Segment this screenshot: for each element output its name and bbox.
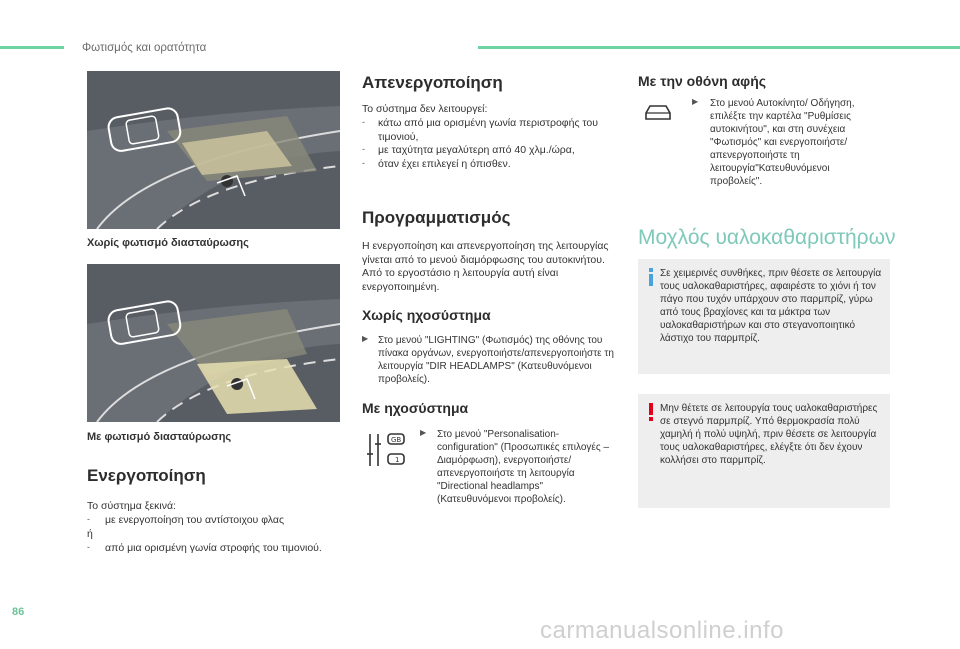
activation-item-1: με ενεργοποίηση του αντίστοιχου φλας [105, 514, 285, 526]
arrow-bullet-icon: ▶ [362, 334, 369, 343]
photo-with-cornering-light [87, 264, 340, 422]
warning-icon [647, 403, 655, 426]
audio-menu-icon [366, 432, 406, 473]
activation-intro: Το σύστημα ξεκινά: [87, 500, 176, 512]
caption-with-cornering-light: Με φωτισμό διασταύρωσης [87, 431, 232, 443]
arrow-bullet-icon: ▶ [692, 97, 699, 106]
activation-or: ή [87, 528, 93, 540]
watermark: carmanualsonline.info [540, 617, 784, 644]
dash-icon: - [87, 514, 90, 524]
photo-without-cornering-light [87, 71, 340, 229]
activation-heading: Ενεργοποίηση [87, 466, 206, 485]
touchscreen-heading: Με την οθόνη αφής [638, 73, 767, 89]
with-audio-heading: Με ηχοσύστημα [362, 400, 469, 416]
dash-icon: - [362, 117, 365, 127]
warning-box [638, 394, 890, 508]
warning-text: Μην θέτετε σε λειτουργία τους υαλοκαθαριστήρες σε στεγνό παρμπρίζ. Υπό θερμοκρασία πολύ χαμηλή ή πολύ υψηλή, πριν θέσετε σε λειτουργία τους υαλοκαθαριστήρες, ελέγξτε ότι δεν έχουν κολλήσει στο παρμπρίζ. [660, 403, 878, 466]
page-number: 86 [12, 606, 25, 618]
programming-text: Η ενεργοποίηση και απενεργοποίηση της λειτουργίας γίνεται από το μενού διαμόρφωσης του αυτοκινήτου. Από το εργοστάσιο η λειτουργία αυτή είναι ενεργοποιημένη. [362, 240, 609, 293]
header-bar-left [0, 46, 64, 49]
info-text: Σε χειμερινές συνθήκες, πριν θέσετε σε λειτουργία τους υαλοκαθαριστήρες, αφαιρέστε το χιόνι ή τον πάγο που τυχόν υπάρχουν στο παρμπρίζ, γύρω από τους βραχίονες και τα μάκτρα των υαλοκαθαριστήρων και στο στεγανοποιητικό λάστιχο του παρμπρίζ. [660, 268, 882, 344]
info-box [638, 259, 890, 374]
programming-heading: Προγραμματισμός [362, 208, 511, 227]
info-icon [647, 268, 655, 291]
no-audio-heading: Χωρίς ηχοσύστημα [362, 307, 491, 323]
caption-without-cornering-light: Χωρίς φωτισμό διασταύρωσης [87, 237, 249, 249]
dash-icon: - [87, 542, 90, 552]
arrow-bullet-icon: ▶ [420, 428, 427, 437]
touchscreen-text: Στο μενού Αυτοκίνητο/ Οδήγηση, επιλέξτε την καρτέλα "Ρυθμίσεις αυτοκινήτου", και στη συνέχεια "Φωτισμός" και ενεργοποιήστε/απενεργοποιήστε τη λειτουργία"Κατευθυνόμενοι προβολείς". [710, 98, 855, 187]
with-audio-text: Στο μενού "Personalisation-configuration" (Προσωπικές επιλογές – Διαμόρφωση), ενεργοποιήστε/απενεργοποιήστε τη λειτουργία "Directional headlamps" (Κατευθυνόμενοι προβολείς). [437, 429, 610, 505]
header-bar-right [478, 46, 960, 49]
deactivation-heading: Απενεργοποίηση [362, 73, 503, 92]
no-audio-text: Στο μενού "LIGHTING" (Φωτισμός) της οθόνης του πίνακα οργάνων, ενεργοποιήστε/απενεργοποιήστε τη λειτουργία "DIR HEADLAMPS" (Κατευθυνόμενοι προβολείς). [378, 335, 614, 385]
dash-icon: - [362, 144, 365, 154]
car-icon [643, 103, 673, 126]
svg-text:GB: GB [391, 436, 402, 444]
deactivation-item-1: κάτω από μια ορισμένη γωνία περιστροφής του τιμονιού, [378, 117, 599, 143]
dash-icon: - [362, 158, 365, 168]
activation-item-2: από μια ορισμένη γωνία στροφής του τιμονιού. [105, 542, 322, 554]
svg-text:1: 1 [395, 456, 400, 464]
deactivation-intro: Το σύστημα δεν λειτουργεί: [362, 103, 488, 115]
deactivation-item-3: όταν έχει επιλεγεί η όπισθεν. [378, 158, 511, 170]
deactivation-item-2: με ταχύτητα μεγαλύτερη από 40 χλμ./ώρα, [378, 144, 575, 156]
section-title: Φωτισμός και ορατότητα [82, 42, 207, 54]
wiper-lever-heading: Μοχλός υαλοκαθαριστήρων [638, 226, 896, 249]
